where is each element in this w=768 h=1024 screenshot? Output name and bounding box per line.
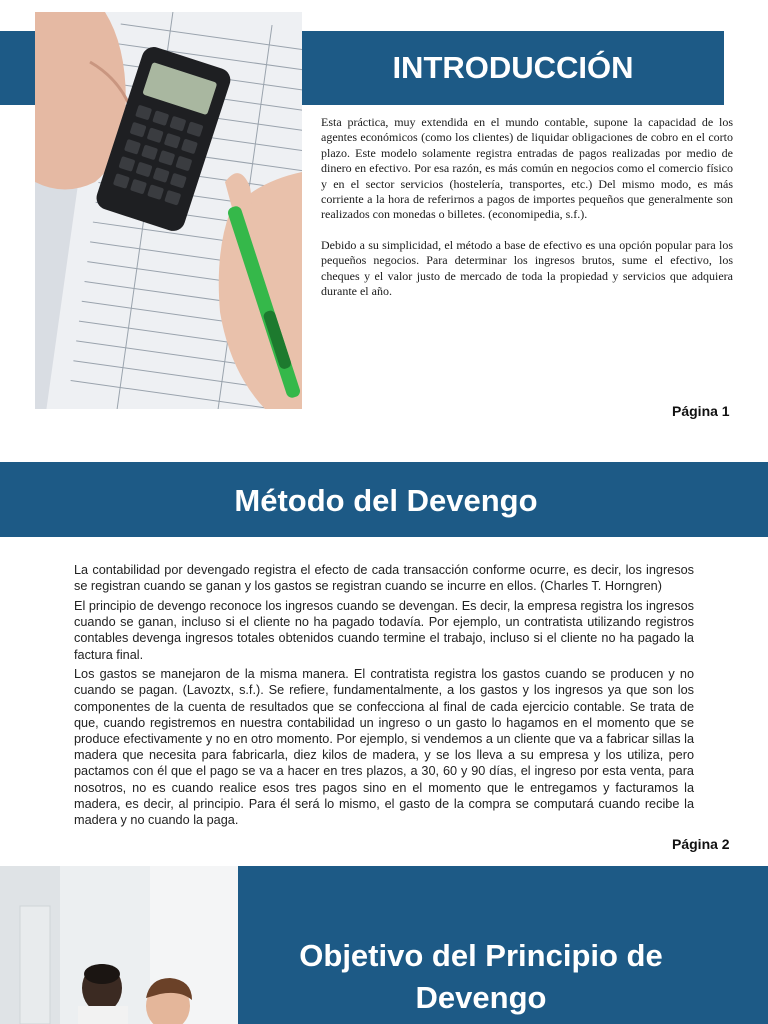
page1-title: INTRODUCCIÓN: [392, 50, 634, 85]
page2-title: Método del Devengo: [234, 483, 538, 518]
page1-paragraph: Debido a su simplicidad, el método a base de efectivo es una opción popular para los pequeños negocios. Para determinar los ingresos brutos, sume el efectivo, los cheques y el valor justo de mercado de toda la propiedad y servicios que adquiera durante el año.: [321, 237, 733, 299]
page2-paragraph: El principio de devengo reconoce los ingresos cuando se devengan. Es decir, la empresa registra los ingresos cuando se ganan, incluso si el cliente no ha pagado todavía. Por ejemplo, un contratista utilizando registros contables devenga ingresos totales obtenidos cuando termine el trabajo, incluso si el cliente no ha pagado la factura final.: [74, 598, 694, 662]
page1-paragraph: Esta práctica, muy extendida en el mundo contable, supone la capacidad de los agentes económicos (como los clientes) de liquidar obligaciones de cobro en el corto plazo. Este modelo solamente registra entradas de pagos realizadas por medio de dinero en efectivo. Por esa razón, es más común en negocios como el comercio físico y en el sector servicios (hostelería, transportes, etc.) Del mismo modo, es más corriente a la hora de referirnos a pagos de importes pequeños que generalmente son realizados con monedas o billetes. (economipedia, s.f.).: [321, 115, 733, 222]
calculator-tax-form-photo: [35, 12, 302, 409]
page2-paragraph: La contabilidad por devengado registra el efecto de cada transacción conforme ocurre, es decir, los ingresos se registran cuando se ganan y los gastos se registran cuando se incurre en ellos. (Charles T. Horngren): [74, 563, 694, 594]
page3-title: Objetivo del Principio de Devengo: [299, 938, 663, 1015]
page1-number: Página 1: [672, 403, 730, 419]
people-working-photo: [0, 866, 238, 1024]
page2-paragraph: Los gastos se manejaron de la misma manera. El contratista registra los gastos cuando se producen y no cuando se pagan. (Lavoztx, s.f.). Se refiere, fundamentalmente, a los gastos y los ingresos ya que son los componentes de la cuenta de resultados que se confecciona al final de cada ejercicio contable. Se trata de que, cuando registremos en nuestra contabilidad un ingreso o un gasto lo hagamos en el momento que se produce efectivamente y no en otro momento. Por ejemplo, si vendemos a un cliente que va a fabricar sillas la madera que necesita para fabricarla, diez kilos de madera, y se los lleva a su empresa y los utiliza, pero pactamos con él que el pago se va a hacer en tres plazos, a 30, 60 y 90 días, el ingreso por esta venta, para nosotros, no es cuando realice esos tres pagos sino en el momento que le entregamos y facturamos la madera, es decir, al principio. Para él será lo mismo, el gasto de la compra se computará cuando recibe la madera y no cuando la paga.: [74, 667, 694, 828]
page2-number: Página 2: [672, 836, 730, 852]
page1-body: [321, 115, 733, 314]
page2-body: [74, 562, 694, 832]
